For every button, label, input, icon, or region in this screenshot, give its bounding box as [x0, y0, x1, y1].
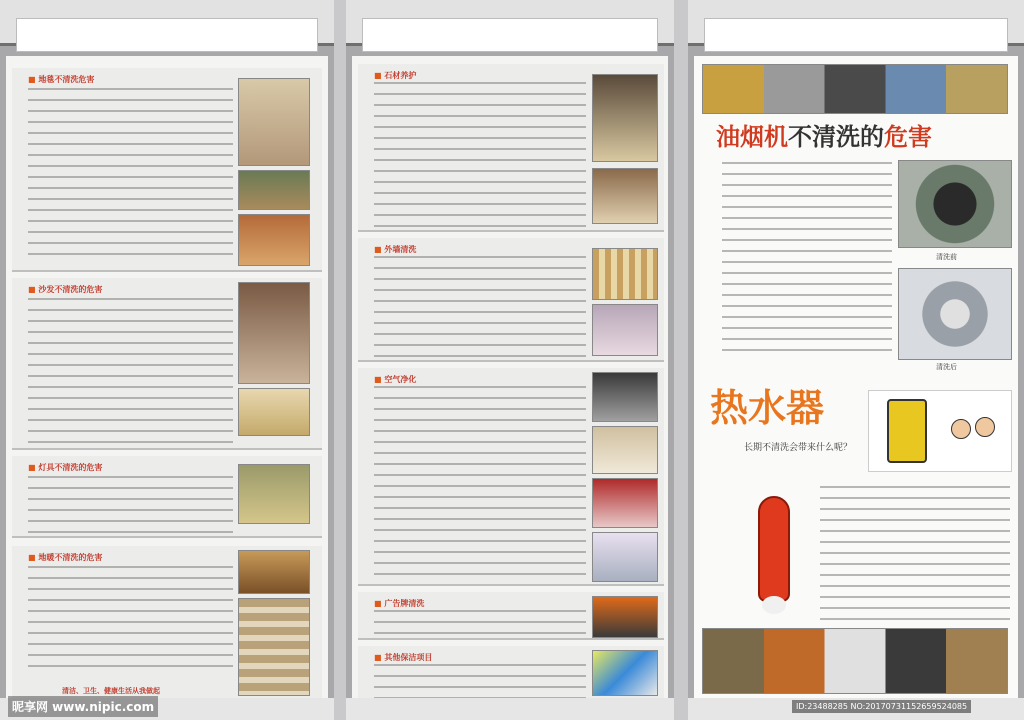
- stone-photo-2: [592, 168, 658, 224]
- lamp-photo: [238, 464, 310, 524]
- panel-left-hanger: [0, 0, 334, 46]
- carpet-photo-1: [238, 78, 310, 166]
- products-photo: [592, 650, 658, 696]
- air-photo-4: [592, 532, 658, 582]
- panel-middle: [346, 0, 674, 720]
- heater-title: 热水器: [710, 386, 825, 430]
- heater-photo-strip: [702, 628, 1008, 694]
- section-body-text: [28, 298, 233, 448]
- hood-title-part3: 危害: [884, 123, 932, 151]
- sofa-photo-1: [238, 282, 310, 384]
- section-air: [358, 368, 664, 586]
- section-carpet: [12, 68, 322, 272]
- stone-photo-1: [592, 74, 658, 162]
- hood-photo-strip: [702, 64, 1008, 114]
- section-title: ■ 空气净化: [374, 374, 416, 385]
- section-title: ■ 其他保洁项目: [374, 652, 432, 663]
- section-body-text: [374, 610, 586, 638]
- section-billboard: [358, 592, 664, 640]
- watermark-site: 昵享网 www.nipic.com: [8, 696, 158, 717]
- section-body-text: [374, 664, 586, 698]
- wall-photo-1: [592, 248, 658, 300]
- section-title: ■ 石材养护: [374, 70, 416, 81]
- panel-left-body: [6, 56, 328, 714]
- section-body-text: [374, 256, 586, 360]
- carpet-photo-2: [238, 170, 310, 210]
- floor-photo-2: [238, 598, 310, 696]
- footer-note: 清洁、卫生、健康生活从我做起: [62, 687, 160, 695]
- section-stone: [358, 64, 664, 232]
- hood-title-part2: 不清洗的: [788, 123, 884, 151]
- section-title: ■ 地暖不清洗的危害: [28, 552, 102, 563]
- caption-before: 清洗前: [936, 253, 957, 261]
- section-title: ■ 沙发不清洗的危害: [28, 284, 102, 295]
- heater-cartoon: [868, 390, 1012, 472]
- section-body-text: [374, 386, 586, 582]
- section-body-text: [28, 88, 233, 258]
- panel-middle-hanger: [346, 0, 674, 46]
- section-lamp: [12, 456, 322, 538]
- hood-title: [716, 122, 932, 152]
- section-title: ■ 广告牌清洗: [374, 598, 424, 609]
- hood-before-photo: [898, 160, 1012, 248]
- section-body-text: [28, 476, 233, 534]
- extinguisher-mascot: [744, 486, 804, 616]
- section-body-text: [374, 82, 586, 228]
- watermark-id: ID:23488285 NO:20170731152659524085: [792, 700, 971, 713]
- wall-photo-2: [592, 304, 658, 356]
- air-photo-2: [592, 426, 658, 474]
- heater-subtitle: 长期不清洗会带来什么呢？: [744, 443, 853, 453]
- heater-body-text: [820, 486, 1010, 626]
- floor-photo-1: [238, 550, 310, 594]
- carpet-photo-3: [238, 214, 310, 266]
- billboard-photo: [592, 596, 658, 638]
- section-title: ■ 地毯不清洗危害: [28, 74, 94, 85]
- section-body-text: [28, 566, 233, 676]
- panel-right-hanger: [688, 0, 1024, 46]
- section-other: [358, 646, 664, 702]
- panel-middle-body: [352, 56, 668, 714]
- air-photo-3: [592, 478, 658, 528]
- panel-right: [688, 0, 1024, 720]
- air-photo-1: [592, 372, 658, 422]
- section-title: ■ 外墙清洗: [374, 244, 416, 255]
- panel-right-body: [694, 56, 1018, 714]
- panel-middle-footer: [346, 698, 674, 720]
- section-exterior-wall: [358, 238, 664, 362]
- caption-after: 清洗后: [936, 363, 957, 371]
- section-title: ■ 灯具不清洗的危害: [28, 462, 102, 473]
- hood-title-part1: 油烟机: [716, 123, 788, 151]
- section-floor-heating: [12, 546, 322, 706]
- panel-left: [0, 0, 334, 720]
- hood-body-text: [722, 162, 892, 352]
- hood-after-photo: [898, 268, 1012, 360]
- section-sofa: [12, 278, 322, 450]
- sofa-photo-2: [238, 388, 310, 436]
